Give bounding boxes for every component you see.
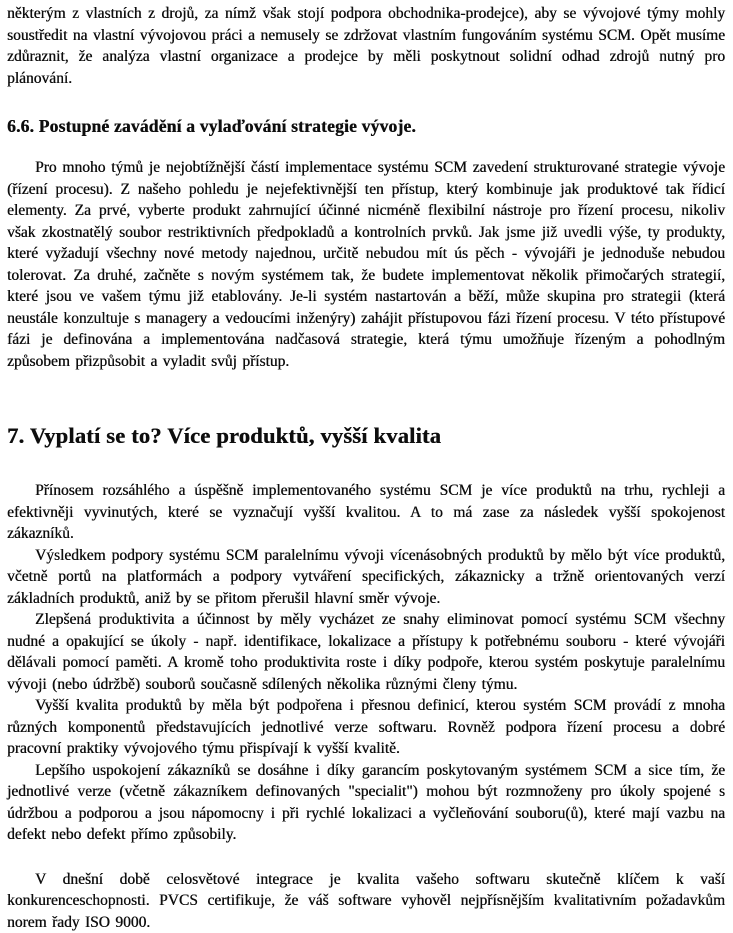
section-7-heading: 7. Vyplatí se to? Více produktů, vyšší kvalita xyxy=(7,423,725,449)
section-7-closing-paragraph: V dnešní době celosvětové integrace je kvalita vašeho softwaru skutečně klíčem k vaší konkurenceschopnosti. PVCS certifikuje, že váš software vyhověl nejpřísnějším kvalitativním požadavkům norem řady ISO 9000. xyxy=(7,869,725,933)
section-7-paragraph-2: Výsledkem podpory systému SCM paralelnímu vývoji vícenásobných produktů by mělo být více produktů, včetně portů na platformách a podpory vytváření specifických, zákaznicky a tržně orientovaných verzí základních produktů, aniž by se přitom přerušil hlavní směr vývoje. xyxy=(7,545,725,610)
section-6-6-paragraph: Pro mnoho týmů je nejobtížnější částí implementace systému SCM zavedení strukturované strategie vývoje (řízení procesu). Z našeho pohledu je nejefektivnější ten přístup, který kombinuje jak produktové tak řídicí elementy. Za prvé, vyberte produkt zahrnující účinné nicméně flexibilní nástroje pro řízení procesu, nikoliv však zkostnatělý soubor restriktivních předpokladů a kontrolních prvků. Jak jsme již uvedli výše, ty produkty, které vyžadují všechny nové metody najednou, určitě nebudou mít ús pěch - vývojáři je jednoduše nebudou tolerovat. Za druhé, začněte s novým systémem tak, že budete implementovat několik přimočarých strategií, které jsou ve vašem týmu již etablovány. Je-li systém nastartován a běží, může skupina pro strategii (která neustále konzultuje s managery a vedoucími inženýry) zahájit přístupovou fázi řízení procesu. V této přístupové fázi je definována a implementována nadčasová strategie, která týmu umožňuje řízeným a pohodlným způsobem přizpůsobit a vyladit svůj přístup. xyxy=(7,157,725,372)
leading-paragraph: některým z vlastních z drojů, za nímž však stojí podpora obchodnika-prodejce), aby se vývojové týmy mohly soustředit na vlastní vývojovou práci a nemusely se zdržovat vlastním fungováním systému SCM. Opět musíme zdůraznit, že analýza vlastní organizace a prodejce by měli poskytnout solidní odhad zdrojů nutný pro plánování. xyxy=(7,3,725,89)
section-7-paragraph-5: Lepšího uspokojení zákazníků se dosáhne i díky garancím poskytovaným systémem SCM a sice tím, že jednotlivé verze (včetně zákazníkem definovaných "specialit") mohou být rozmnoženy pro úkoly spojené s údržbou a podporou a jsou nápomocny i při rychlé lokalizaci a vyčleňování souboru(ů), které mají vazbu na defekt nebo defekt přímo způsobily. xyxy=(7,760,725,846)
section-6-6-heading: 6.6. Postupné zavádění a vylaďování strategie vývoje. xyxy=(7,116,725,136)
section-7-paragraph-3: Zlepšená produktivita a účinnost by měly vycházet ze snahy eliminovat pomocí systému SCM všechny nudné a opakující se úkoly - např. identifikace, lokalizace a přístupy k potřebnému souboru - které vývojáři dělávali pomocí paměti. A kromě toho produktivita roste i díky podpoře, kterou systém poskytuje paralelnímu vývoji (nebo údržbě) souborů současně sdílených několika různými členy týmu. xyxy=(7,609,725,695)
section-7-paragraph-4: Vyšší kvalita produktů by měla být podpořena i přesnou definicí, kterou systém SCM provádí z mnoha různých komponentů představujících jednotlivé verze softwaru. Rovněž podpora řízení procesu a dobré pracovní praktiky vývojového týmu přispívají k vyšší kvalitě. xyxy=(7,695,725,760)
section-7-paragraph-1: Přínosem rozsáhlého a úspěšně implementovaného systému SCM je více produktů na trhu, rychleji a efektivněji vyvinutých, které se vyznačují vyšší kvalitou. A to má zase za následek vyšší spokojenost zákazníků. xyxy=(7,480,725,545)
